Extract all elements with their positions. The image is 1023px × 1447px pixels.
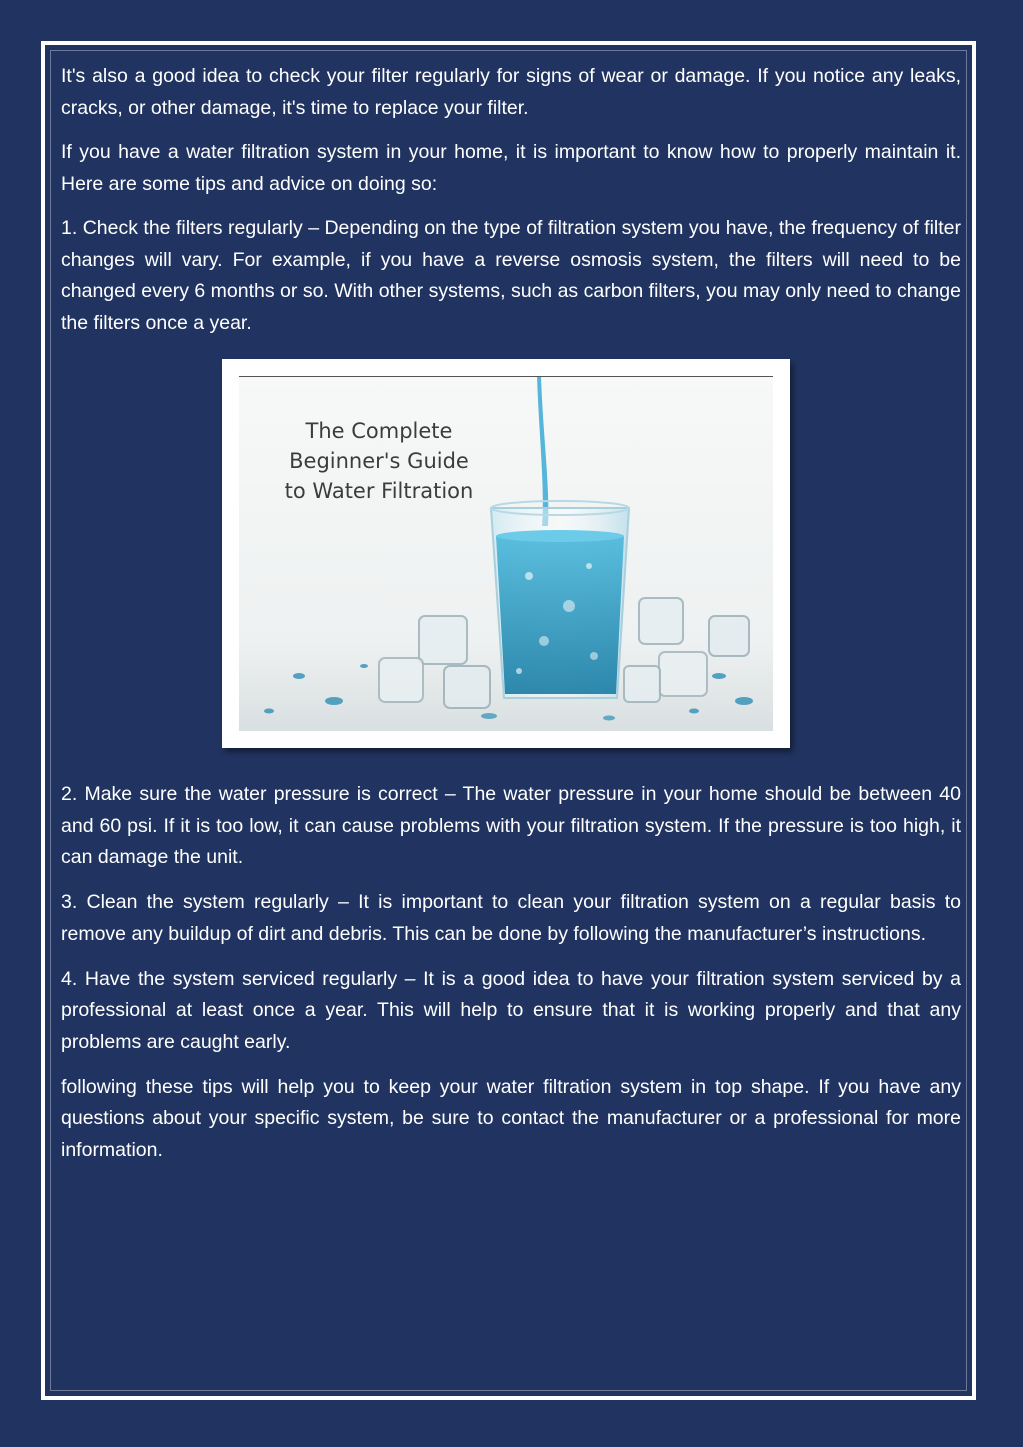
glass-water [496,536,624,694]
ice-cube [639,598,683,644]
paragraph-conclusion: following these tips will help you to keep your water filtration system in top shape. If you have any questions about your specific system, be sure to contact the manufacturer or a professional for more information. [61,1075,961,1161]
paragraph-maintenance-intro: If you have a water filtration system in your home, it is important to know how to properly maintain it. Here are some tips and advice on doing so: [61,141,961,195]
guide-image-card [222,359,790,748]
ice-cube [709,616,749,656]
water-surface [496,530,624,542]
image-title-line: The Complete [305,419,453,443]
ice-cube [624,666,660,702]
paragraph-filter-inspection: It's also a good idea to check your filter regularly for signs of wear or damage. If you notice any leaks, cracks, or other damage, it's time to replace your filter. [61,65,961,119]
image-title-line: Beginner's Guide [289,449,469,473]
paragraph-tip-water-pressure: 2. Make sure the water pressure is correct – The water pressure in your home should be between 40 and 60 psi. If it is too low, it can cause problems with your filtration system. If the pressure is too high, it can damage the unit. [61,783,961,868]
paragraph-tip-check-filters: 1. Check the filters regularly – Depending on the type of filtration system you have, the frequency of filter changes will vary. For example, if you have a reverse osmosis system, the filters will need to be changed every 6 months or so. With other systems, such as carbon filters, you may only need to change the filters once a year. [61,217,961,334]
paragraph-tip-clean-system: 3. Clean the system regularly – It is important to clean your filtration system on a regular basis to remove any buildup of dirt and debris. This can be done by following the manufacturer’s instructions. [61,891,961,945]
ice-cube [379,658,423,702]
article-bottom-section [61,779,961,1180]
image-title-line: to Water Filtration [284,479,474,503]
paragraph-tip-service-system: 4. Have the system serviced regularly – It is a good idea to have your filtration system serviced by a professional at least once a year. This will help to ensure that it is working properly and that any problems are caught early. [61,967,961,1053]
ice-cube [419,616,467,664]
water-filtration-guide-image [239,376,773,731]
ice-cube [659,652,707,696]
article-top-section [61,61,961,352]
ice-cube [444,666,490,708]
image-title [259,416,499,506]
